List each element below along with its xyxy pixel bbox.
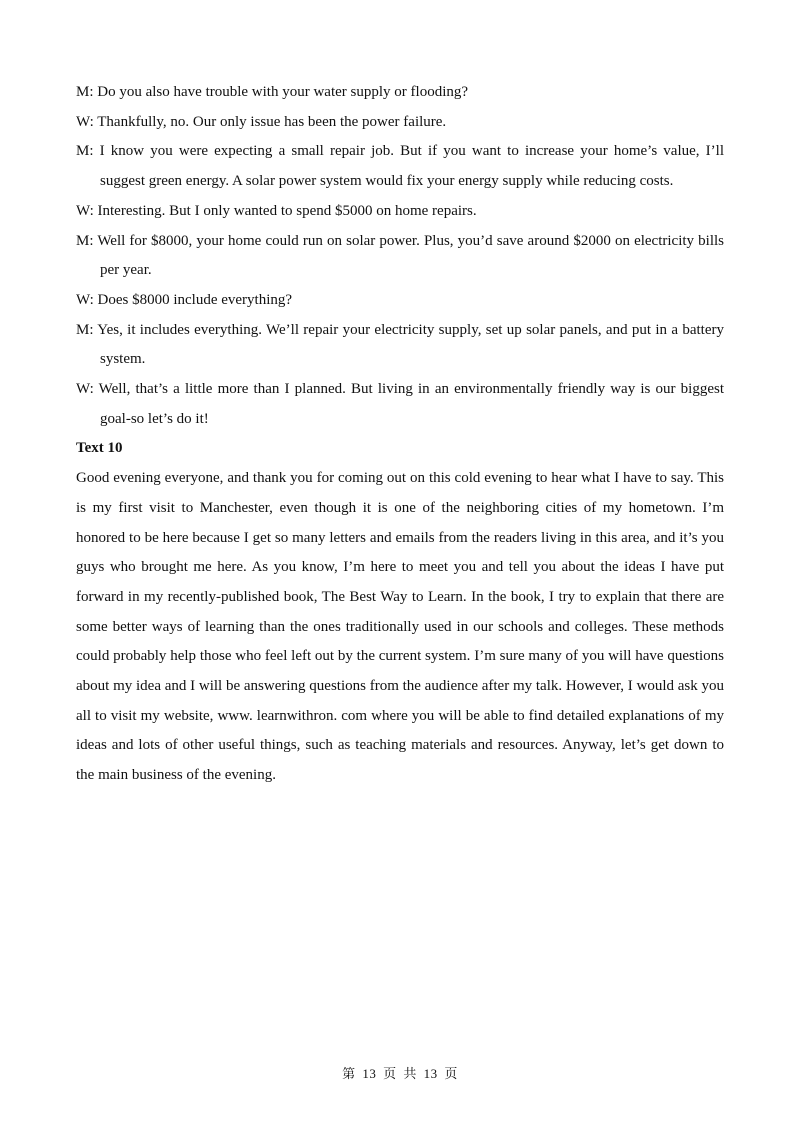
page-number-footer: 第 13 页 共 13 页 <box>342 1066 458 1081</box>
passage-paragraph: Good evening everyone, and thank you for coming out on this cold evening to hear what I have to say. This is my first visit to Manchester, even though it is one of the neighboring cities of my hometown. I’m honored to be here because I get so many letters and emails from the readers living in this area, and it’s you guys who brought me here. As you know, I’m here to meet you and tell you about the ideas I have put forward in my recently-published book, The Best Way to Learn. In the book, I try to explain that there are some better ways of learning than the ones traditionally used in our schools and colleges. These methods could probably help those who feel left out by the current system. I’m sure many of you will have questions about my idea and I will be answering questions from the audience after my talk. However, I would ask you all to visit my website, www. learnwithron. com where you will be able to find detailed explanations of my ideas and lots of other useful things, such as teaching materials and resources. Anyway, let’s get down to the main business of the evening. <box>76 470 724 784</box>
dialogue-line: M: I know you were expecting a small repair job. But if you want to increase your home’s value, I’ll suggest green energy. A solar power system would fix your energy supply while reducing costs. <box>76 143 724 190</box>
dialogue-line: W: Does $8000 include everything? <box>76 291 293 308</box>
dialogue-block <box>76 78 724 434</box>
section-title: Text 10 <box>76 440 123 457</box>
dialogue-line: M: Yes, it includes everything. We’ll repair your electricity supply, set up solar panels, and put in a battery system. <box>76 321 724 368</box>
dialogue-line: M: Well for $8000, your home could run on solar power. Plus, you’d save around $2000 on electricity bills per year. <box>76 232 724 279</box>
dialogue-line: W: Thankfully, no. Our only issue has been the power failure. <box>76 113 447 130</box>
dialogue-line: W: Interesting. But I only wanted to spend $5000 on home repairs. <box>76 202 477 219</box>
page-content <box>76 78 724 791</box>
dialogue-line: M: Do you also have trouble with your water supply or flooding? <box>76 84 469 100</box>
dialogue-line: W: Well, that’s a little more than I planned. But living in an environmentally friendly way is our biggest goal-so let’s do it! <box>76 381 724 427</box>
